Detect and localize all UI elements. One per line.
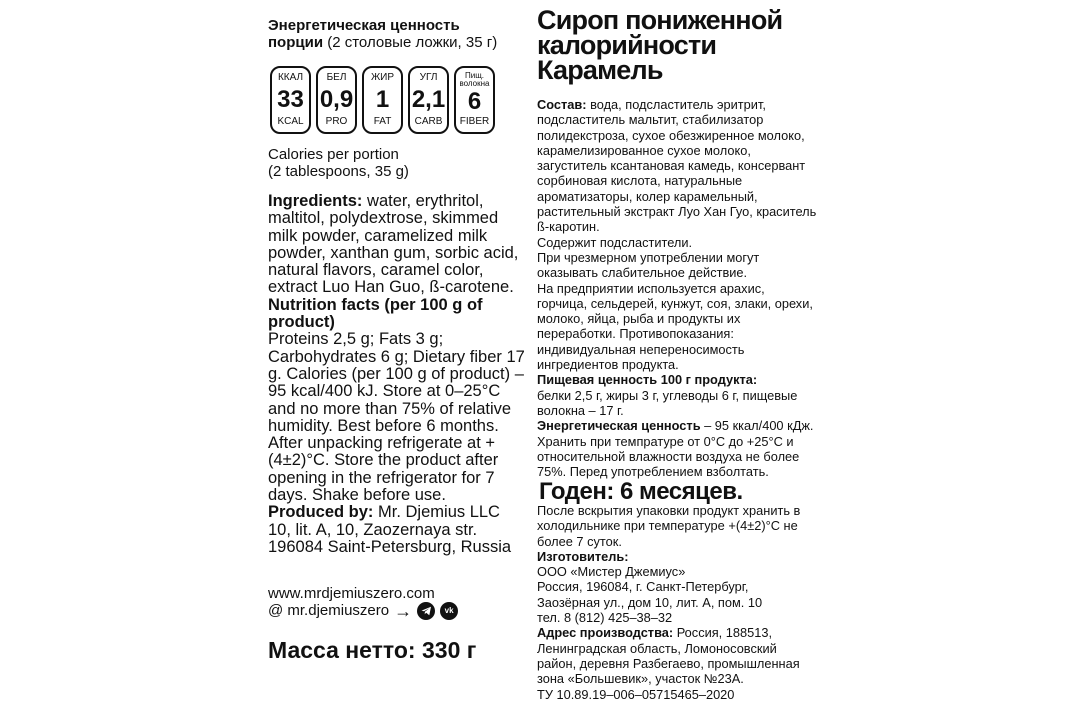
nutrition-label: Nutrition facts (per 100 g of product) (268, 295, 483, 332)
badge-value: 1 (375, 85, 390, 113)
title-line-3: Карамель (537, 55, 663, 85)
ingredients-text: water, erythritol, maltitol, polydextrose, skimmed milk powder, caramelized milk powder, xanthan gum, sorbic acid, natural flavors, caramel color, extract Luo Han Guo, ß-carotene. (268, 192, 519, 297)
composition-label: Состав: (537, 97, 587, 112)
calories-portion-line-2: (2 tablespoons, 35 g) (268, 163, 409, 180)
badge-value: 0,9 (319, 85, 354, 113)
energy-portion-rest: (2 столовые ложки, 35 г) (323, 34, 498, 51)
maker-address-2: Заозёрная ул., дом 10, лит. А, пом. 10 (537, 594, 763, 610)
energy-title: Энергетическая ценность (268, 17, 460, 34)
nutrition-text: Proteins 2,5 g; Fats 3 g; Carbohydrates 6 g; Dietary fiber 17 g. Calories (per 100 g of product) – 95 kcal/400 kJ. Store at 0–25°C and no more than 75% of relative humidity. Best before 6 months. After unpacking refrigerate at +(4±2)°C. Store the product after opening in the refrigerator for 7 days. Shake before use. (268, 330, 525, 505)
badge-top: ЖИР (370, 72, 395, 83)
energy-value-heading (268, 17, 530, 51)
badge-bottom: KCAL (277, 116, 304, 127)
badge-carb (408, 66, 449, 134)
product-title (537, 5, 822, 85)
calories-per-portion (268, 146, 409, 180)
sweeteners-note: Содержит подсластители. (537, 234, 693, 250)
maker-phone: тел. 8 (812) 425–38–32 (537, 610, 673, 626)
badge-fiber (454, 66, 495, 134)
maker-label: Изготовитель: (537, 548, 629, 564)
composition-text: вода, подсластитель эритрит, подсластитель мальтит, стабилизатор полидекстроза, сухое обезжиренное молоко, карамелизированное сухое молоко, загуститель ксантановая камедь, консервант сорбиновая кислота, натуральные ароматизаторы, колер карамельный, растительный экстракт Луо Хан Гуо, краситель ß-каротин. (537, 97, 817, 235)
badge-fat (362, 66, 403, 134)
production-label: Адрес производства: (537, 625, 674, 641)
badge-value: 2,1 (411, 85, 446, 113)
nutrition-badges (270, 66, 495, 134)
telegram-icon (417, 602, 435, 620)
calories-portion-line-1: Calories per portion (268, 146, 399, 163)
badge-bottom: FIBER (459, 116, 490, 127)
social-row (268, 602, 458, 620)
produced-name: Mr. Djemius LLC (373, 503, 500, 522)
expiry-heading: Годен: 6 месяцев. (539, 478, 743, 505)
composition-russian (537, 97, 817, 479)
social-handle: @ mr.djemiuszero (268, 602, 390, 619)
produced-label: Produced by: (268, 503, 374, 522)
maker-name: ООО «Мистер Джемиус» (537, 564, 686, 580)
allergens-note: На предприятии используется арахис, горчица, сельдерей, кунжут, соя, злаки, орехи, молоко, яйца, рыба и продукты их переработки. Противопоказания: индивидуальная непереносимость ингредиентов продукта. (537, 280, 813, 373)
after-opening-note: После вскрытия упаковки продукт хранить в холодильнике при температуре +(4±2)°С не более 7 суток. (537, 503, 801, 549)
production-text: Россия, 188513, Ленинградская область, Ломоносовский район, деревня Разбегаево, промышленная зона «Большевик», участок №23А. (537, 625, 800, 687)
energy-ru-text: – 95 ккал/400 кДж. Хранить при темпратуре от 0°С до +25°С и относительной влажности воздуха не более 75%. Перед употреблением взболтать. (537, 418, 814, 480)
maker-address-1: Россия, 196084, г. Санкт-Петербург, (537, 579, 749, 595)
vk-icon: vk (440, 602, 458, 620)
energy-portion-bold: порции (268, 34, 324, 51)
laxative-note: При чрезмерном употреблении могут оказывать слабительное действие. (537, 249, 760, 281)
badge-top: УГЛ (419, 72, 438, 83)
badge-kcal (270, 66, 311, 134)
arrow-right-icon: → (394, 601, 413, 621)
badge-protein (316, 66, 357, 134)
badge-bottom: FAT (373, 116, 392, 127)
ingredients-english (268, 193, 530, 556)
tu-code: ТУ 10.89.19–006–05715465–2020 (537, 686, 735, 702)
ingredients-label: Ingredients: (268, 192, 363, 210)
maker-info (537, 503, 817, 702)
nutrition-ru-text: белки 2,5 г, жиры 3 г, углеводы 6 г, пищевые волокна – 17 г. (537, 387, 798, 418)
badge-bottom: PRO (325, 116, 348, 127)
badge-top: БЕЛ (326, 72, 347, 83)
title-line-2: калорийности (537, 30, 717, 60)
produced-address-2: 196084 Saint-Petersburg, Russia (268, 537, 512, 556)
badge-value: 33 (277, 85, 304, 113)
produced-address-1: 10, lit. A, 10, Zaozernaya str. (268, 520, 478, 539)
net-mass: Масса нетто: 330 г (268, 637, 477, 663)
badge-value: 6 (467, 88, 482, 115)
badge-top: ККАЛ (277, 72, 304, 83)
badge-top: Пищ. волокна (459, 71, 490, 88)
title-line-1: Сироп пониженной (537, 5, 783, 35)
nutrition-ru-label: Пищевая ценность 100 г продукта: (537, 372, 758, 388)
website: www.mrdjemiuszero.com (268, 585, 435, 602)
badge-bottom: CARB (414, 116, 443, 127)
energy-ru-label: Энергетическая ценность (537, 418, 701, 434)
